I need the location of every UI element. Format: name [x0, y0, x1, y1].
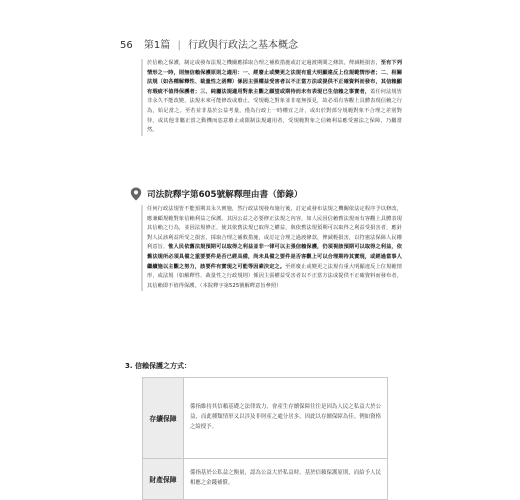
term-cell: 存續保障 — [143, 378, 184, 459]
quote-bold-text: 至有下列情形之一時，則無信賴保護原則之適用：一、經廢止或變更之法規有重大明顯違反上位規範情形者；二、相關法規（如各種解釋性、裁量性之函釋）係因主張權益受害者以不正當方法或提供不正確資料而發布，其信賴顯有瑕疵不值得保護者；三、純屬法規適用對象主觀之願望或期待而未有表現已生信賴之事實者， — [147, 60, 402, 95]
quote-text: 於信賴之保護，制定或發布法規之機關應採取合理之補救措施或訂定過渡期間之條款，俾減輕損害， — [147, 60, 381, 66]
reference-note: （本院釋字第525號解釋意旨參照） — [199, 282, 282, 289]
definition-cell: 係指基於公私益之衡量，認為公益大於私益時，基於信賴保護原則，而給予人民相應之金錢補償。 — [184, 459, 388, 500]
definition-cell: 係指維持其信賴基礎之法律效力，會產生存續保障往往是因為人民之私益大於公益，而此種類情形又以涉及非財產之處分居多，因此以存續保障為佳。例如資格之給授予。 — [184, 378, 388, 459]
subsection-heading: 3. 信賴保護之方式： — [125, 362, 191, 370]
page-header — [120, 36, 298, 51]
quote-paragraph-2 — [147, 205, 402, 291]
table-row — [143, 378, 388, 459]
chapter-title: 行政與行政法之基本概念 — [188, 40, 299, 51]
quote-text: 至經廢止或變更之法規有重大明顯違反上位規範情形，或法規（如解釋性、裁量性之行政規則）係因主張權益受害者以不正當方法或提供不正確資料而發布者，其信賴即不值得保護。 — [147, 263, 402, 289]
map-pin-icon — [130, 187, 142, 201]
header-separator: | — [177, 40, 181, 51]
quote-text: 蓋任何法規皆非永久不能改變，法規未來可能修改或廢止，受規範之對象並非毫無預見，故必須有客觀上具體表現信賴之行為，始足當之。至若並非基於公益考量，僅為行政上一時權宜之計，或出於對部分規範對象不合理之差別對待，或其他非屬正當之動機而恣意廢止或限制法規適用者，受規範對象之信賴利益應受憲法之保障，乃屬當然。 — [147, 88, 402, 134]
quote-bold-text: 惟人民依舊法規預期可以取得之利益並非一律可以主張信賴保護，仍須視該預期可以取得之利益，依舊法規所必須具備之重要要件是否已經具備，尚未具備之要件是否客觀上可以合理期待其實現，或經過當事人繼續施以主觀之努力，該要件有實現之可能等因素決定之。 — [147, 244, 403, 270]
part-label: 第1篇 — [143, 40, 171, 51]
section-title: 司法院釋字第605號解釋理由書（節錄） — [147, 190, 303, 200]
term-cell: 財產保障 — [143, 459, 184, 500]
section-heading — [130, 187, 302, 201]
table-row — [143, 459, 388, 500]
quote-block-2 — [141, 205, 402, 291]
protection-methods-table — [142, 377, 388, 500]
quote-text: 任何行政法規皆不能預期其永久實施，然行政法規發布施行後，訂定或發布法規之機關依法定程序予以修改，應兼顧規範對象信賴利益之保護。其因公益之必要修正法規之內容，如人民因信賴舊法規而有客觀上具體表現其信賴之行為，並因法規修正，使其依舊法規已取得之權益，與依舊法規預期可以取得之利益受損害者，應針對人民該利益所受之損害，採取合理之補救措施，或訂定合理之過渡條款，俾減輕損害，以符憲法保障人民權利意旨。 — [147, 206, 402, 251]
quote-block-1 — [141, 59, 402, 136]
quote-paragraph-1 — [147, 59, 402, 136]
page-number: 56 — [120, 40, 133, 51]
